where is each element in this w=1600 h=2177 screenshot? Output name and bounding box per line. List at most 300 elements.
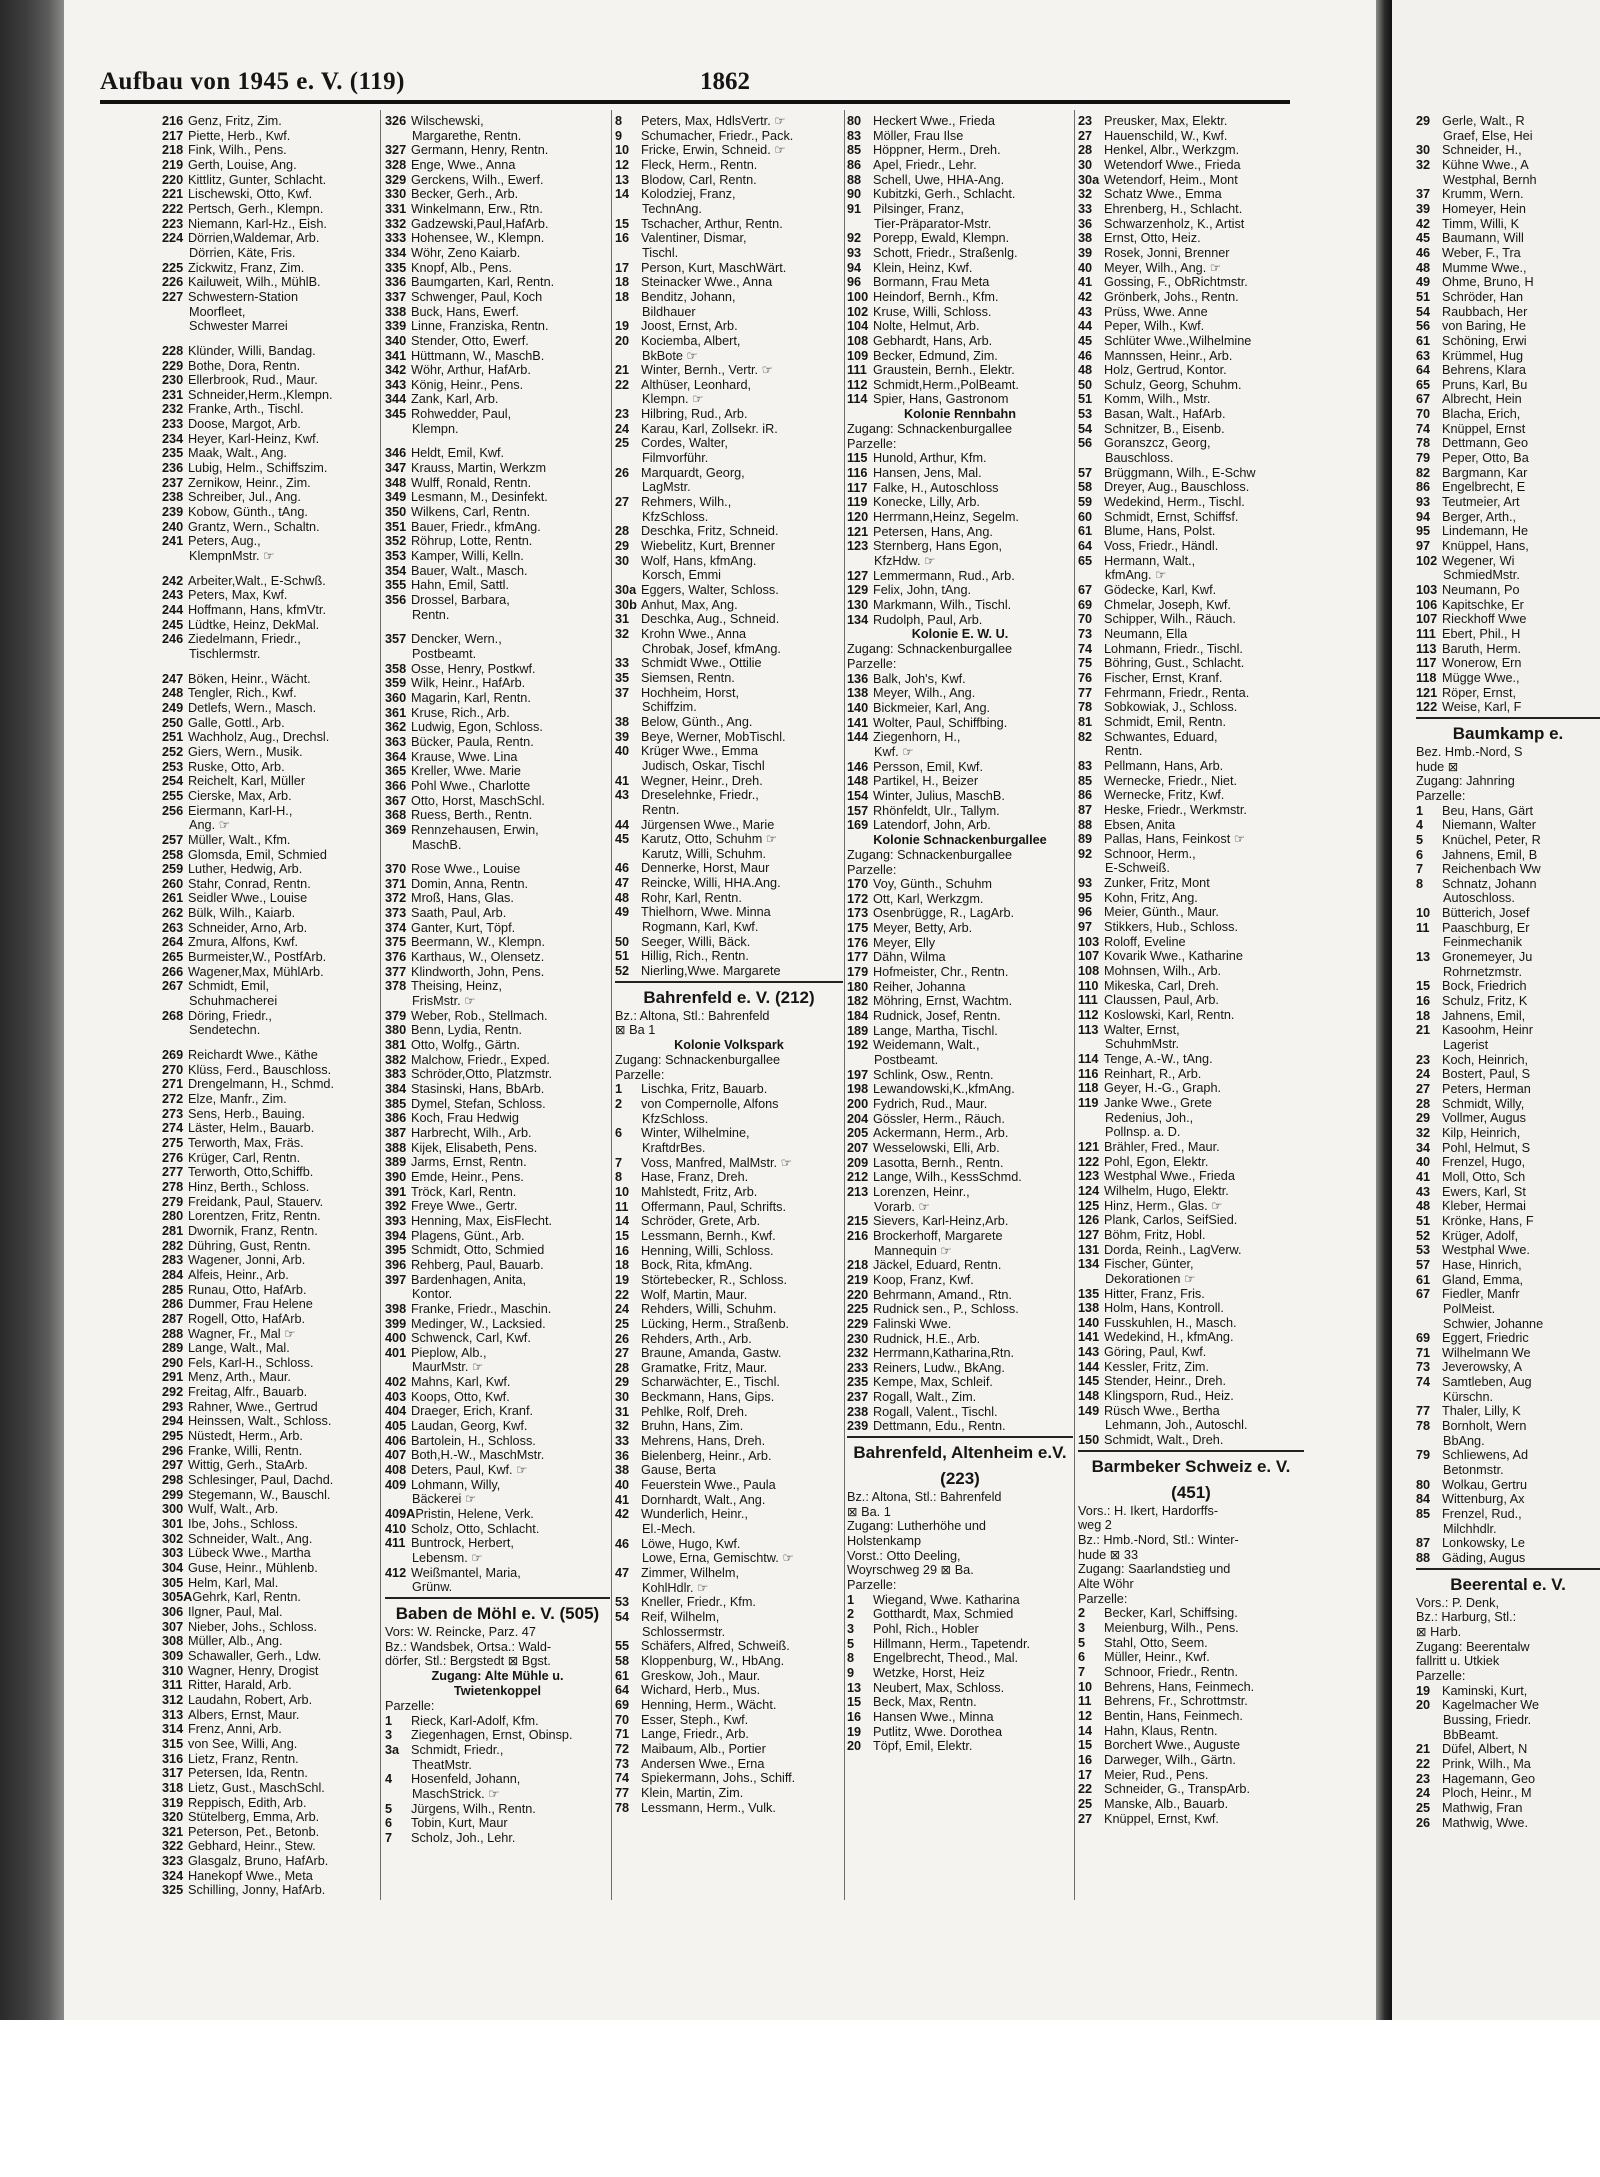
entry-text: Timm, Willi, K xyxy=(1442,216,1520,231)
plot-number: 6 xyxy=(385,1816,393,1831)
entry-text: Stahr, Conrad, Rentn. xyxy=(188,876,311,891)
directory-entry xyxy=(615,1361,843,1376)
plot-number: 263 xyxy=(162,920,184,935)
spacer xyxy=(385,436,610,446)
directory-entry xyxy=(847,1607,1073,1622)
plot-number: 315 xyxy=(162,1736,184,1751)
directory-entry xyxy=(615,1126,843,1141)
plot-number: 15 xyxy=(615,216,630,231)
plot-number: 97 xyxy=(1416,539,1431,554)
plot-number: 333 xyxy=(385,231,407,246)
plot-number: 374 xyxy=(385,920,407,935)
directory-entry xyxy=(847,936,1073,951)
plot-number: 349 xyxy=(385,490,407,505)
plot-number: 323 xyxy=(162,1854,184,1869)
directory-entry xyxy=(1078,818,1304,833)
entry-text: Hochheim, Horst, xyxy=(641,685,740,700)
directory-entry xyxy=(847,906,1073,921)
entry-continuation: Moorfleet, xyxy=(189,304,246,319)
plot-number: 21 xyxy=(1416,1023,1431,1038)
entry-text: Lange, Friedr., Arb. xyxy=(641,1727,749,1742)
plot-number: 326 xyxy=(385,114,407,128)
entry-text: Below, Günth., Ang. xyxy=(641,714,753,729)
plot-number: 216 xyxy=(162,114,184,128)
entry-text: Markmann, Wilh., Tischl. xyxy=(873,598,1012,612)
directory-entry xyxy=(615,1390,843,1405)
entry-continuation: Dörrien, Käte, Fris. xyxy=(189,245,296,260)
directory-entry xyxy=(162,716,377,731)
directory-entry xyxy=(162,965,377,980)
entry-text: Scharwächter, E., Tischl. xyxy=(641,1375,780,1390)
plot-number: 295 xyxy=(162,1429,184,1444)
directory-entry xyxy=(847,774,1073,789)
directory-entry xyxy=(615,1698,843,1713)
entry-text: Zernikow, Heinr., Zim. xyxy=(188,475,311,490)
plot-number: 85 xyxy=(847,143,862,158)
directory-entry xyxy=(1078,1257,1304,1272)
entry-text: Schnatz, Johann xyxy=(1442,876,1537,891)
directory-entry xyxy=(162,1444,377,1459)
section-subheading: Twietenkoppel xyxy=(453,1683,542,1698)
entry-continuation: E-Schweiß. xyxy=(1105,861,1170,876)
entry-text: Stegemann, W., Bauschl. xyxy=(188,1487,331,1502)
plot-number: 250 xyxy=(162,715,184,730)
plot-number: 215 xyxy=(847,1214,869,1229)
directory-entry xyxy=(162,1664,377,1679)
plot-number: 57 xyxy=(1078,465,1093,480)
entry-text: Störtebecker, R., Schloss. xyxy=(641,1272,787,1287)
entry-text: Dornhardt, Walt., Ang. xyxy=(641,1492,766,1507)
entry-text: Otto, Horst, MaschSchl. xyxy=(411,793,545,808)
directory-entry xyxy=(1078,1404,1304,1419)
plot-number: 252 xyxy=(162,744,184,759)
entry-text: Göring, Paul, Kwf. xyxy=(1104,1345,1207,1360)
entry-text: Mügge Wwe., xyxy=(1442,670,1520,685)
plot-number: 342 xyxy=(385,363,407,378)
directory-entry xyxy=(385,217,610,232)
plot-number: 112 xyxy=(847,377,868,392)
entry-text: Bauer, Friedr., kfmAng. xyxy=(411,519,541,534)
directory-entry xyxy=(1416,1067,1600,1082)
entry-continuation: Mannequin ☞ xyxy=(874,1243,952,1258)
plot-number: 1 xyxy=(847,1592,855,1607)
entry-text: Reinhart, R., Arb. xyxy=(1104,1066,1202,1081)
entry-text: Zank, Karl, Arb. xyxy=(411,392,499,407)
plot-number: 373 xyxy=(385,906,407,921)
plot-number: 114 xyxy=(847,392,868,407)
facing-page xyxy=(1392,0,1600,2020)
directory-entry xyxy=(847,1346,1073,1361)
directory-entry xyxy=(385,794,610,809)
plot-number: 12 xyxy=(615,157,630,172)
plot-number: 209 xyxy=(847,1155,869,1170)
directory-entry xyxy=(1416,1199,1600,1214)
directory-entry xyxy=(1416,495,1600,510)
directory-entry xyxy=(615,1801,843,1816)
plot-number: 8 xyxy=(615,1170,623,1185)
entry-text: Krause, Wwe. Lina xyxy=(411,749,518,764)
directory-entry xyxy=(847,246,1073,261)
directory-entry xyxy=(847,1009,1073,1024)
entry-text: Schneider, Walt., Ang. xyxy=(188,1531,313,1546)
entry-text: Neumann, Ella xyxy=(1104,626,1188,641)
plot-number: 32 xyxy=(615,626,630,641)
entry-text: Deschka, Fritz, Schneid. xyxy=(641,524,779,539)
directory-entry xyxy=(1078,1287,1304,1302)
plot-number: 25 xyxy=(1078,1796,1093,1811)
directory-entry xyxy=(1416,627,1600,642)
entry-text: Rehmers, Wilh., xyxy=(641,495,732,510)
plot-number: 109 xyxy=(847,348,869,363)
plot-number: 1 xyxy=(1416,803,1424,818)
entry-text: Lemmermann, Rud., Arb. xyxy=(873,568,1015,583)
entry-continuation: Autoschloss. xyxy=(1443,891,1515,906)
entry-text: Blodow, Carl, Rentn. xyxy=(641,172,757,187)
directory-entry xyxy=(847,1375,1073,1390)
plot-number: 27 xyxy=(1416,1082,1431,1096)
plot-number: 47 xyxy=(615,876,630,891)
plot-number: 264 xyxy=(162,935,184,950)
plot-number: 22 xyxy=(615,1287,630,1302)
directory-entry xyxy=(162,1209,377,1224)
entry-text: Claussen, Paul, Arb. xyxy=(1104,993,1219,1008)
plot-number: 379 xyxy=(385,1008,407,1023)
plot-number: 335 xyxy=(385,260,407,275)
plot-number: 345 xyxy=(385,407,407,422)
directory-entry xyxy=(162,129,377,144)
directory-entry xyxy=(615,1757,843,1772)
plot-number: 378 xyxy=(385,979,407,994)
directory-entry xyxy=(615,1375,843,1390)
plot-number: 148 xyxy=(1078,1389,1100,1404)
section-rule xyxy=(615,981,843,983)
plot-number: 245 xyxy=(162,617,184,632)
entry-text: Drengelmann, H., Schmd. xyxy=(188,1077,334,1092)
directory-entry xyxy=(162,344,377,359)
plot-number: 397 xyxy=(385,1272,407,1287)
entry-text: Seeger, Willi, Bäck. xyxy=(641,934,751,949)
directory-entry xyxy=(1416,407,1600,422)
entry-text: Möller, Frau Ilse xyxy=(873,128,964,143)
entry-text: Benditz, Johann, xyxy=(641,289,736,304)
directory-entry xyxy=(162,774,377,789)
plot-number: 169 xyxy=(847,818,869,833)
directory-entry xyxy=(615,261,843,276)
entry-text: Schell, Uwe, HHA-Ang. xyxy=(873,172,1005,187)
plot-number: 5 xyxy=(1416,832,1424,847)
directory-entry xyxy=(385,593,610,608)
entry-text: Hansen Wwe., Minna xyxy=(873,1709,994,1724)
plot-number: 267 xyxy=(162,979,184,994)
directory-entry xyxy=(162,1195,377,1210)
entry-text: Schröder, Grete, Arb. xyxy=(641,1214,761,1229)
entry-text: Malchow, Friedr., Exped. xyxy=(411,1052,550,1067)
plot-number: 405 xyxy=(385,1419,407,1434)
plot-number: 30a xyxy=(1078,172,1100,187)
entry-text: Alfeis, Heinr., Arb. xyxy=(188,1267,289,1282)
plot-number: 15 xyxy=(1078,1738,1093,1753)
directory-entry xyxy=(1416,436,1600,451)
entry-text: Elze, Manfr., Zim. xyxy=(188,1092,287,1106)
entry-continuation: Tischlermstr. xyxy=(189,646,261,661)
directory-entry xyxy=(615,129,843,144)
plot-number: 1 xyxy=(385,1713,393,1728)
entry-continuation: Postbeamt. xyxy=(412,646,477,661)
entry-text: Beckmann, Hans, Gips. xyxy=(641,1390,775,1405)
column-divider xyxy=(611,110,612,1900)
directory-entry xyxy=(1078,1316,1304,1331)
entry-text: Beck, Max, Rentn. xyxy=(873,1695,977,1710)
entry-text: Westphal Wwe. xyxy=(1442,1243,1530,1258)
entry-text: Ebsen, Anita xyxy=(1104,817,1176,832)
plot-number: 130 xyxy=(847,598,869,612)
entry-text: Schlink, Osw., Rentn. xyxy=(873,1067,994,1082)
entry-text: Neubert, Max, Schloss. xyxy=(873,1680,1005,1695)
plot-number: 111 xyxy=(1416,626,1436,641)
entry-text: Harbrecht, Wilh., Arb. xyxy=(411,1125,532,1140)
plot-number: 50 xyxy=(615,934,630,949)
section-heading: (451) xyxy=(1171,1482,1211,1502)
entry-continuation: Lehmann, Joh., Autoschl. xyxy=(1105,1418,1248,1433)
entry-text: Weise, Karl, F xyxy=(1442,700,1522,715)
plot-number: 24 xyxy=(615,1302,630,1317)
entry-text: Peters, Max, HdlsVertr. ☞ xyxy=(641,114,786,128)
plot-number: 48 xyxy=(1078,363,1093,378)
entry-text: Behrens, Hans, Feinmech. xyxy=(1104,1679,1255,1694)
directory-entry xyxy=(615,1683,843,1698)
column-divider xyxy=(844,110,845,1900)
directory-entry xyxy=(847,716,1073,731)
directory-entry xyxy=(162,950,377,965)
directory-entry xyxy=(615,583,843,598)
entry-text: Giers, Wern., Musik. xyxy=(188,744,303,759)
entry-text: Osse, Henry, Postkwf. xyxy=(411,661,536,676)
directory-entry xyxy=(1416,1346,1600,1361)
plot-number: 49 xyxy=(1416,275,1431,290)
entry-text: Wegner, Heinr., Dreh. xyxy=(641,773,763,788)
directory-entry xyxy=(1416,848,1600,863)
plot-number: 21 xyxy=(615,363,630,378)
directory-entry xyxy=(615,730,843,745)
plot-number: 131 xyxy=(1078,1242,1100,1257)
entry-text: Ludwig, Egon, Schloss. xyxy=(411,720,543,735)
plot-number: 51 xyxy=(1416,1213,1431,1228)
directory-entry xyxy=(1416,1023,1600,1038)
entry-text: Ott, Karl, Werkzgm. xyxy=(873,891,984,906)
directory-entry xyxy=(1078,378,1304,393)
entry-text: Dennerke, Horst, Maur xyxy=(641,861,770,876)
entry-text: Gadzewski,Paul,HafArb. xyxy=(411,216,549,231)
entry-continuation: Dekorationen ☞ xyxy=(1105,1271,1196,1286)
entry-text: Tengler, Rich., Kwf. xyxy=(188,686,297,701)
section-info: Bz.: Altona, Stl.: Bahrenfeld xyxy=(615,1008,770,1023)
entry-text: Schwarzenholz, K., Artist xyxy=(1104,216,1245,231)
plot-number: 8 xyxy=(1416,876,1424,891)
plot-number: 33 xyxy=(1078,201,1093,216)
entry-text: Otto, Wolfg., Gärtn. xyxy=(411,1038,521,1053)
plot-number: 41 xyxy=(615,773,630,788)
entry-text: Bock, Rita, kfmAng. xyxy=(641,1258,753,1273)
plot-number: 54 xyxy=(1078,421,1093,436)
directory-entry xyxy=(385,520,610,535)
entry-text: Buck, Hans, Ewerf. xyxy=(411,304,519,319)
entry-text: Kilp, Heinrich, xyxy=(1442,1125,1521,1140)
entry-text: Fehrmann, Friedr., Renta. xyxy=(1104,685,1250,700)
entry-text: Kittlitz, Gunter, Schlacht. xyxy=(188,172,327,187)
plot-number: 312 xyxy=(162,1692,184,1707)
directory-entry xyxy=(615,686,843,701)
directory-entry xyxy=(847,392,1073,407)
plot-number: 390 xyxy=(385,1169,407,1184)
directory-entry xyxy=(1078,1096,1304,1111)
directory-entry xyxy=(1078,700,1304,715)
plot-number: 32 xyxy=(1416,157,1431,172)
entry-text: Meienburg, Wilh., Pens. xyxy=(1104,1620,1239,1635)
entry-text: Lorenzen, Heinr., xyxy=(873,1184,970,1199)
plot-number: 94 xyxy=(847,260,862,275)
directory-entry xyxy=(1416,349,1600,364)
plot-number: 307 xyxy=(162,1619,184,1634)
directory-entry xyxy=(1078,1155,1304,1170)
entry-text: Komm, Wilh., Mstr. xyxy=(1104,392,1211,407)
directory-entry xyxy=(385,490,610,505)
entry-text: Rüsch Wwe., Bertha xyxy=(1104,1403,1220,1418)
entry-text: Apel, Friedr., Lehr. xyxy=(873,157,977,172)
directory-entry xyxy=(162,1796,377,1811)
entry-text: Bruhn, Hans, Zim. xyxy=(641,1419,744,1434)
entry-text: Partikel, H., Beizer xyxy=(873,774,979,789)
directory-entry xyxy=(385,334,610,349)
plot-number: 96 xyxy=(847,275,862,290)
entry-text: Wolf, Hans, kfmAng. xyxy=(641,553,757,568)
entry-text: Dencker, Wern., xyxy=(411,632,502,647)
entry-text: Wilschewski, xyxy=(411,114,484,128)
entry-text: Schmidt,Herm.,PolBeamt. xyxy=(873,377,1019,392)
entry-text: Vollmer, Augus xyxy=(1442,1111,1526,1126)
entry-text: Wolf, Martin, Maur. xyxy=(641,1287,748,1302)
directory-entry xyxy=(847,921,1073,936)
entry-text: Höppner, Herm., Dreh. xyxy=(873,143,1001,158)
plot-number: 404 xyxy=(385,1404,407,1419)
section-info: Parzelle: xyxy=(385,1698,435,1713)
plot-number: 205 xyxy=(847,1126,869,1141)
entry-text: Karutz, Otto, Schuhm ☞ xyxy=(641,832,778,847)
plot-number: 45 xyxy=(615,832,630,847)
directory-entry xyxy=(615,1639,843,1654)
directory-entry xyxy=(615,1566,843,1581)
plot-number: 103 xyxy=(1078,934,1100,949)
entry-text: Terworth, Max, Fräs. xyxy=(188,1135,304,1150)
directory-entry xyxy=(615,1742,843,1757)
plot-number: 74 xyxy=(1416,1375,1431,1390)
directory-entry xyxy=(615,1170,843,1185)
plot-number: 244 xyxy=(162,603,184,617)
directory-entry xyxy=(847,1695,1073,1710)
plot-number: 28 xyxy=(1078,143,1093,158)
directory-entry xyxy=(847,1390,1073,1405)
entry-continuation: Kürschn. xyxy=(1443,1389,1494,1404)
directory-entry xyxy=(385,1214,610,1229)
directory-entry xyxy=(1078,187,1304,202)
directory-entry xyxy=(1078,129,1304,144)
entry-text: Wulf, Walt., Arb. xyxy=(188,1502,279,1517)
plot-number: 394 xyxy=(385,1228,407,1243)
directory-entry xyxy=(847,760,1073,775)
plot-number: 27 xyxy=(615,1346,630,1361)
directory-entry xyxy=(615,1082,843,1097)
entry-text: Heldt, Emil, Kwf. xyxy=(411,446,505,461)
directory-entry xyxy=(162,143,377,158)
entry-text: Rehberg, Paul, Bauarb. xyxy=(411,1257,544,1272)
entry-text: Kreller, Wwe. Marie xyxy=(411,764,521,779)
entry-text: Wiegand, Wwe. Katharina xyxy=(873,1592,1020,1607)
directory-entry xyxy=(1416,583,1600,598)
entry-text: Engelbrecht, E xyxy=(1442,480,1526,495)
directory-entry xyxy=(1078,554,1304,569)
section-heading: Beerental e. V. xyxy=(1450,1574,1566,1594)
entry-text: Henkel, Albr., Werkzgm. xyxy=(1104,143,1240,158)
plot-number: 15 xyxy=(615,1228,630,1243)
plot-number: 42 xyxy=(615,1507,630,1522)
entry-text: Weber, F., Tra xyxy=(1442,245,1521,260)
directory-entry xyxy=(1078,363,1304,378)
plot-number: 52 xyxy=(615,964,630,979)
section-info: Zugang: Lutherhöhe und xyxy=(847,1519,986,1534)
entry-text: Peters, Herman xyxy=(1442,1082,1531,1096)
entry-text: Lohmann, Friedr., Tischl. xyxy=(1104,641,1243,656)
plot-number: 43 xyxy=(1416,1184,1431,1199)
directory-entry xyxy=(162,202,377,217)
entry-continuation: SchuhmMstr. xyxy=(1105,1037,1180,1052)
plot-number: 403 xyxy=(385,1389,407,1404)
plot-number: 290 xyxy=(162,1355,184,1370)
directory-entry xyxy=(385,1229,610,1244)
directory-entry xyxy=(847,275,1073,290)
plot-number: 10 xyxy=(1416,906,1431,921)
plot-number: 235 xyxy=(162,446,184,461)
directory-entry xyxy=(385,1831,610,1846)
plot-number: 122 xyxy=(1078,1154,1100,1169)
entry-text: Tobin, Kurt, Maur xyxy=(411,1816,508,1831)
plot-number: 321 xyxy=(162,1824,184,1839)
plot-number: 93 xyxy=(1416,495,1431,510)
entry-text: Pohl, Rich., Hobler xyxy=(873,1622,979,1636)
directory-entry xyxy=(615,1610,843,1625)
entry-continuation: Postbeamt. xyxy=(874,1053,939,1068)
entry-text: Lange, Walt., Mal. xyxy=(188,1341,290,1356)
entry-text: Pieplow, Alb., xyxy=(411,1345,487,1360)
entry-text: Wedekind, H., kfmAng. xyxy=(1104,1330,1234,1345)
directory-entry xyxy=(847,334,1073,349)
directory-entry xyxy=(162,979,377,994)
directory-entry xyxy=(162,1341,377,1356)
entry-continuation: KohlHdlr. ☞ xyxy=(642,1580,709,1595)
section-info: ⊠ Ba. 1 xyxy=(847,1504,891,1519)
entry-text: Klingsporn, Rud., Heiz. xyxy=(1104,1389,1234,1404)
entry-text: Heindorf, Bernh., Kfm. xyxy=(873,289,999,304)
plot-number: 389 xyxy=(385,1155,407,1170)
directory-entry xyxy=(615,1346,843,1361)
directory-entry xyxy=(1078,290,1304,305)
plot-number: 232 xyxy=(847,1346,869,1361)
plot-number: 221 xyxy=(162,187,184,202)
directory-entry xyxy=(1416,290,1600,305)
plot-number: 80 xyxy=(847,114,862,128)
entry-text: Mahlstedt, Fritz, Arb. xyxy=(641,1184,758,1199)
plot-number: 81 xyxy=(1078,714,1093,729)
directory-entry xyxy=(162,476,377,491)
directory-entry xyxy=(1078,891,1304,906)
